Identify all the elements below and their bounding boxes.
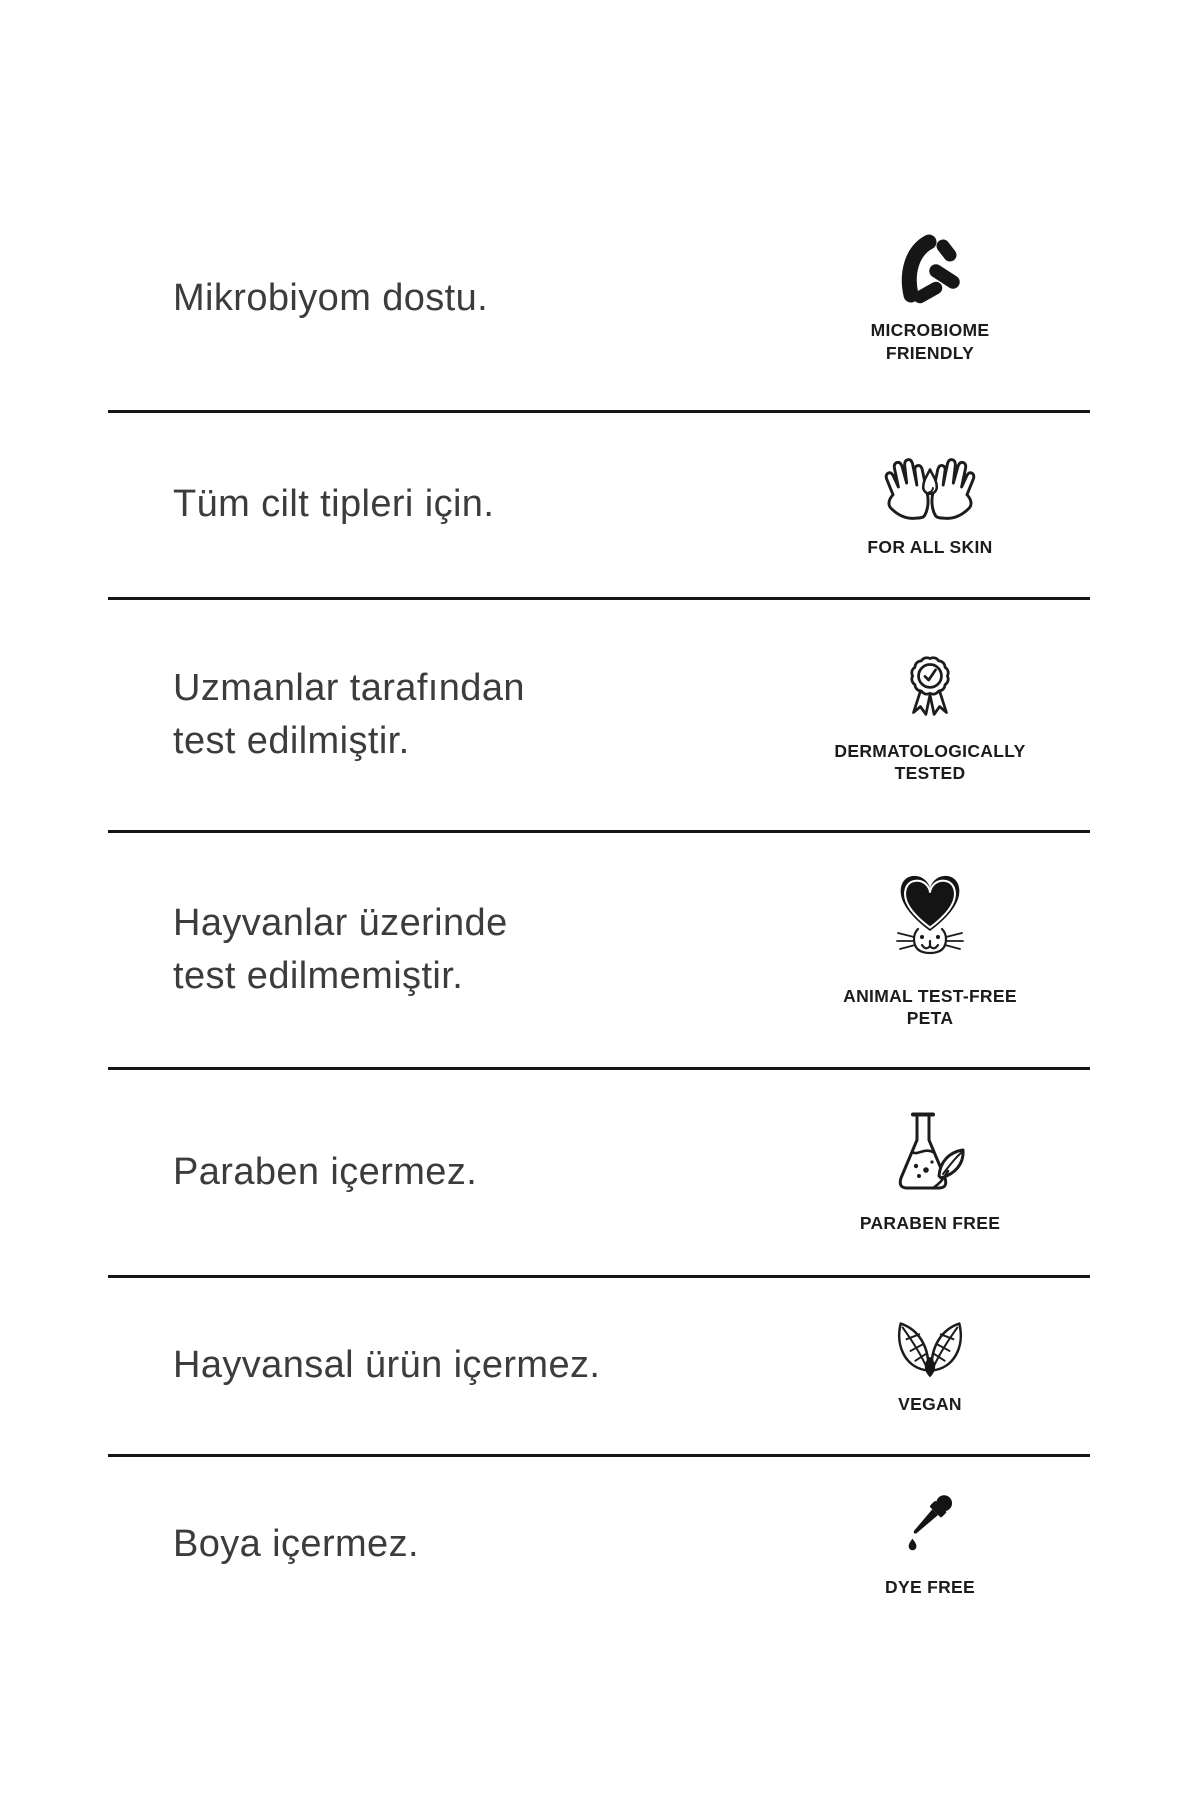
claim-line: Uzmanlar tarafından	[173, 666, 525, 709]
claim-line: Tüm cilt tipleri için.	[173, 483, 495, 526]
claim-text	[173, 897, 508, 1003]
dermatologically-tested-badge-icon	[898, 646, 962, 726]
claim-row-dye-free	[108, 1457, 1090, 1800]
claim-text	[173, 1518, 419, 1571]
claim-row-derma-tested	[108, 600, 1090, 833]
badge-block	[824, 1110, 1036, 1234]
badge-block	[824, 646, 1036, 785]
vegan-leaves-icon	[889, 1317, 971, 1379]
badge-caption: FOR ALL SKIN	[867, 536, 993, 557]
claim-row-microbiome	[108, 0, 1090, 413]
paraben-free-flask-icon	[891, 1110, 969, 1198]
for-all-skin-hands-icon	[878, 452, 982, 522]
claim-row-paraben-free	[108, 1070, 1090, 1278]
microbiome-friendly-icon	[899, 233, 961, 305]
claim-line: test edilmemiştir.	[173, 955, 464, 997]
claim-text	[173, 1339, 600, 1392]
badge-caption: DYE FREE	[885, 1576, 975, 1597]
animal-test-free-peta-bunny-icon	[892, 871, 968, 971]
claim-text	[173, 272, 488, 325]
claim-text	[173, 478, 494, 531]
badge-block	[824, 1317, 1036, 1415]
badge-block	[824, 871, 1036, 1030]
badge-caption: VEGAN	[898, 1393, 962, 1414]
claim-text	[173, 662, 525, 768]
claim-row-vegan	[108, 1278, 1090, 1457]
claim-row-all-skin	[108, 413, 1090, 600]
claim-line: Mikrobiyom dostu.	[173, 276, 489, 319]
claim-line: test edilmiştir.	[173, 720, 410, 762]
dye-free-dropper-icon	[899, 1492, 961, 1562]
claim-text	[173, 1146, 477, 1199]
claim-line: Boya içermez.	[173, 1523, 419, 1566]
badge-caption: MICROBIOME FRIENDLY	[870, 320, 990, 363]
badge-caption: ANIMAL TEST-FREE PETA	[843, 985, 1017, 1028]
badge-block	[824, 452, 1036, 558]
claim-row-animal-test-free	[108, 833, 1090, 1070]
claim-line: Hayvansal ürün içermez.	[173, 1344, 601, 1387]
badge-block	[824, 233, 1036, 364]
badge-caption: PARABEN FREE	[859, 1213, 1001, 1234]
badge-caption: DERMATOLOGICALLY TESTED	[834, 740, 1026, 783]
claim-line: Hayvanlar üzerinde	[173, 901, 508, 944]
badge-block	[824, 1492, 1036, 1598]
claim-line: Paraben içermez.	[173, 1150, 478, 1193]
